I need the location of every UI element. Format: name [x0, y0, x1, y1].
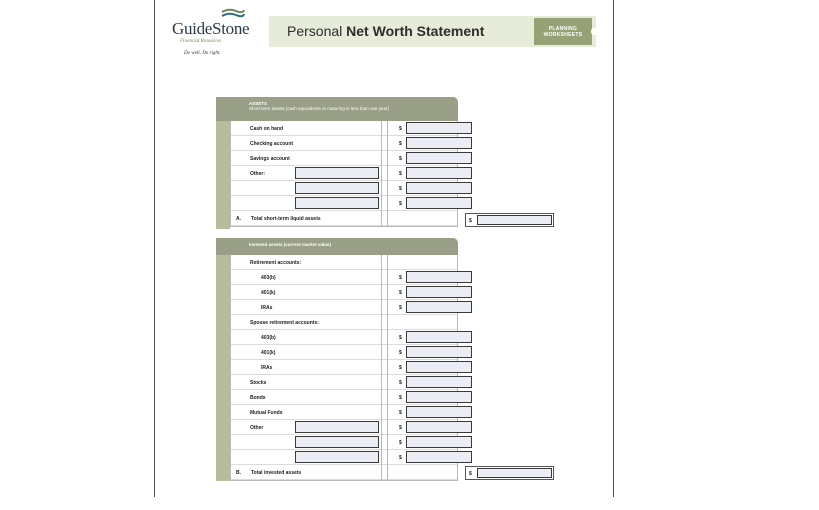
form-row — [231, 345, 457, 360]
dollar-sign: $ — [399, 290, 402, 296]
badge-line-1: PLANNING — [548, 26, 578, 32]
form-row — [231, 196, 457, 211]
title-bold: Net Worth Statement — [346, 23, 485, 39]
amount-field[interactable] — [406, 167, 472, 179]
form-row — [231, 181, 457, 196]
amount-field[interactable] — [406, 271, 472, 283]
row-label: Retirement accounts: — [250, 260, 302, 266]
total-a-box — [465, 213, 554, 227]
amount-field[interactable] — [406, 421, 472, 433]
logo-subtitle: Financial Resources — [180, 39, 222, 44]
total-label: Total invested assets — [251, 470, 302, 476]
amount-field[interactable] — [406, 137, 472, 149]
dollar-sign: $ — [399, 156, 402, 162]
dollar-sign: $ — [399, 365, 402, 371]
planning-worksheets-badge — [534, 18, 592, 45]
column-divider — [387, 255, 388, 480]
page-edge-left — [154, 0, 155, 497]
form-row — [231, 360, 457, 375]
dollar-sign: $ — [399, 275, 402, 281]
column-divider — [381, 121, 382, 226]
dollar-sign: $ — [399, 455, 402, 461]
total-row — [231, 465, 457, 480]
form-row — [231, 375, 457, 390]
side-strip — [216, 121, 230, 229]
row-label: Other — [250, 425, 264, 431]
form-row — [231, 315, 457, 330]
short-term-assets-section — [216, 97, 458, 230]
other-description-field[interactable] — [295, 182, 379, 194]
dollar-sign: $ — [399, 380, 402, 386]
section-rows — [230, 121, 458, 227]
form-row — [231, 435, 457, 450]
section-header — [216, 238, 458, 255]
row-label: Checking account — [250, 141, 294, 147]
form-row — [231, 270, 457, 285]
dollar-sign: $ — [399, 186, 402, 192]
dollar-sign: $ — [399, 410, 402, 416]
amount-field[interactable] — [406, 286, 472, 298]
dollar-sign: $ — [399, 335, 402, 341]
dollar-sign: $ — [469, 471, 472, 477]
page-title — [287, 23, 484, 39]
row-label: Savings account — [250, 156, 290, 162]
total-label: Total short-term liquid assets — [251, 216, 321, 222]
side-strip — [216, 255, 230, 481]
dollar-sign: $ — [399, 171, 402, 177]
row-label: IRAs — [261, 305, 273, 311]
row-label: Mutual Funds — [250, 410, 283, 416]
total-letter: A. — [236, 216, 241, 222]
logo-tagline: Do well. Do right. — [184, 51, 221, 56]
amount-field[interactable] — [406, 406, 472, 418]
row-label: Other: — [250, 171, 265, 177]
other-description-field[interactable] — [295, 421, 379, 433]
row-label: 401(k) — [261, 350, 276, 356]
row-label: Bonds — [250, 395, 266, 401]
total-a-field[interactable] — [477, 215, 552, 225]
dollar-sign: $ — [399, 425, 402, 431]
row-label: Stocks — [250, 380, 267, 386]
page-edge-right — [613, 0, 614, 497]
title-tab-notch — [591, 28, 596, 35]
other-description-field[interactable] — [295, 197, 379, 209]
form-row — [231, 151, 457, 166]
invested-assets-section — [216, 238, 458, 482]
dollar-sign: $ — [399, 395, 402, 401]
badge-line-2: WORKSHEETS — [543, 32, 583, 38]
dollar-sign: $ — [399, 350, 402, 356]
total-row — [231, 211, 457, 226]
form-row — [231, 255, 457, 270]
title-bar — [269, 16, 596, 47]
section-heading: ASSETS — [249, 101, 268, 106]
column-divider — [387, 121, 388, 226]
column-divider — [381, 255, 382, 480]
total-b-box — [465, 466, 554, 480]
amount-field[interactable] — [406, 451, 472, 463]
total-b-field[interactable] — [477, 468, 552, 478]
dollar-sign: $ — [399, 305, 402, 311]
form-row — [231, 285, 457, 300]
amount-field[interactable] — [406, 152, 472, 164]
amount-field[interactable] — [406, 361, 472, 373]
row-label: 403(b) — [261, 335, 276, 341]
other-description-field[interactable] — [295, 167, 379, 179]
other-description-field[interactable] — [295, 436, 379, 448]
form-row — [231, 136, 457, 151]
form-row — [231, 300, 457, 315]
section-header — [216, 97, 458, 121]
row-label: IRAs — [261, 365, 273, 371]
amount-field[interactable] — [406, 197, 472, 209]
amount-field[interactable] — [406, 346, 472, 358]
form-row — [231, 121, 457, 136]
form-row — [231, 450, 457, 465]
row-label: Cash on hand — [250, 126, 284, 132]
dollar-sign: $ — [469, 218, 472, 224]
row-label: 401(k) — [261, 290, 276, 296]
logo-name: GuideStone — [172, 19, 250, 38]
dollar-sign: $ — [399, 440, 402, 446]
amount-field[interactable] — [406, 182, 472, 194]
dollar-sign: $ — [399, 201, 402, 207]
amount-field[interactable] — [406, 331, 472, 343]
amount-field[interactable] — [406, 122, 472, 134]
total-letter: B. — [236, 470, 241, 476]
amount-field[interactable] — [406, 301, 472, 313]
section-subheading: Short-term assets (cash equivalents or maturing in less than one year) — [249, 106, 390, 111]
title-light: Personal — [287, 23, 347, 39]
form-row — [231, 405, 457, 420]
other-description-field[interactable] — [295, 451, 379, 463]
form-row — [231, 166, 457, 181]
section-rows — [230, 255, 458, 481]
dollar-sign: $ — [399, 141, 402, 147]
section-heading: Invested assets (current market value) — [249, 242, 332, 247]
amount-field[interactable] — [406, 391, 472, 403]
form-row — [231, 330, 457, 345]
row-label: Spouse retirement accounts: — [250, 320, 319, 326]
form-row — [231, 420, 457, 435]
amount-field[interactable] — [406, 376, 472, 388]
form-row — [231, 390, 457, 405]
guidestone-logo — [172, 8, 260, 54]
row-label: 403(b) — [261, 275, 276, 281]
amount-field[interactable] — [406, 436, 472, 448]
dollar-sign: $ — [399, 126, 402, 132]
